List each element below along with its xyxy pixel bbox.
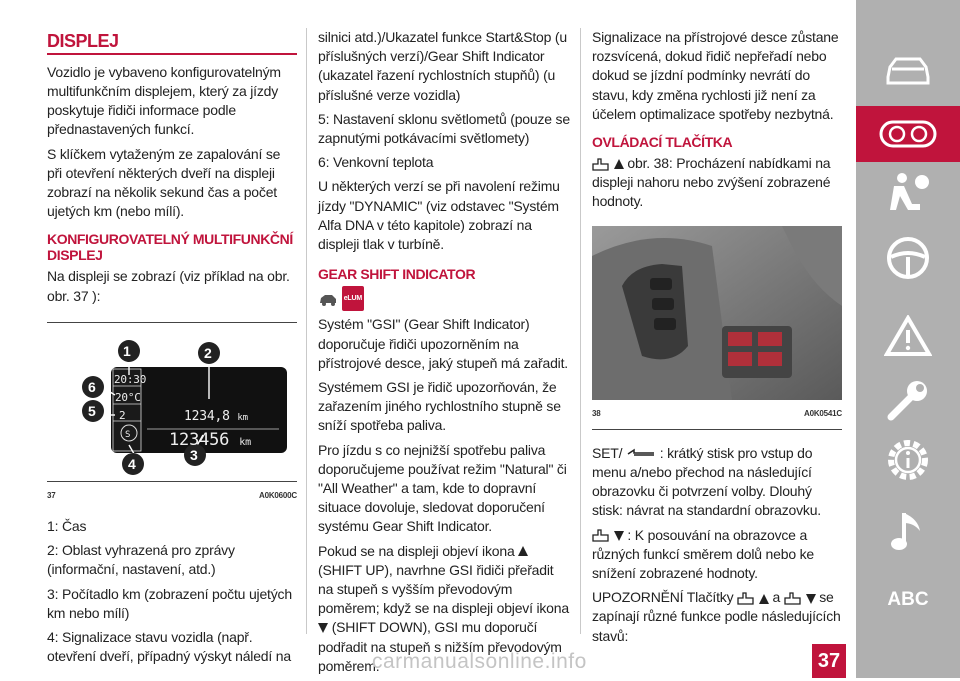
column-divider [306, 28, 307, 634]
paragraph [592, 526, 842, 584]
hand-press-icon [592, 158, 610, 171]
sidebar-item-dashboard[interactable] [856, 106, 960, 162]
section-heading-displej: DISPLEJ [47, 31, 119, 51]
subheading-configurable-display: KONFIGUROVATELNÝ MULTIFUNKČNÍ DISPLEJ [47, 231, 293, 264]
figure-code: A0K0541C [804, 408, 842, 418]
sidebar-item-maintenance[interactable] [856, 372, 960, 428]
music-note-icon [888, 509, 928, 555]
figure-caption [47, 482, 297, 511]
arrow-down-icon [614, 531, 624, 541]
paragraph: U některých verzí se při navolení režimu jízdy "DYNAMIC" (viz odstavec "Systém Alfa DNA v této kapitole) zobrazí na displeji tlak v turbíně. [318, 178, 560, 253]
shift-down-icon [318, 623, 328, 633]
lcd-outside-temperature: 20°C [115, 390, 141, 404]
paragraph: silnici atd.)/Ukazatel funkce Start&Stop (u příslušných verzí)/Gear Shift Indicator (ukazatel řazení rychlostních stupňů) (u příslušné verze vozidla) [318, 29, 567, 103]
column-1 [47, 28, 297, 671]
watermark: carmanualsonline.info [372, 650, 587, 673]
text-span: a [772, 589, 781, 606]
list-item: 1: Čas [47, 517, 87, 534]
text-span: SET/ [592, 444, 623, 461]
heading-rule [47, 53, 297, 55]
text-span: (SHIFT DOWN), GSI mu doporučí podřadit na stupeň s nižším převodovým poměrem. [318, 619, 562, 674]
paragraph [592, 154, 842, 212]
figure-caption [592, 400, 842, 430]
callout-4: 4 [128, 455, 136, 472]
return-arrow-icon [626, 448, 656, 460]
version-car-icon [318, 292, 338, 306]
lcd-trip-value: 1234,8 [184, 408, 230, 424]
lcd-badge: S [125, 429, 131, 440]
lcd-odometer-unit: km [239, 436, 251, 448]
paragraph: Na displeji se zobrazí (viz příklad na obr. obr. 37 ): [47, 268, 290, 304]
sidebar-item-car[interactable] [856, 42, 960, 98]
sidebar-item-driving[interactable] [856, 230, 960, 286]
wrench-icon [885, 377, 931, 423]
callout-5: 5 [88, 402, 96, 419]
column-2 [318, 28, 570, 681]
paragraph: Signalizace na přístrojové desce zůstane rozsvícená, dokud řidič nepřeřadí nebo dokud se jízdní podmínky nevrátí do stavu, kdy změna rychlosti již není za účelem optimalizace spotřeby nezbytná. [592, 29, 839, 122]
dashboard-icon [879, 120, 937, 148]
subheading-control-buttons: OVLÁDACÍ TLAČÍTKA [592, 134, 733, 151]
arrow-down-icon [806, 594, 816, 604]
version-icons [318, 286, 570, 311]
callout-3: 3 [190, 446, 198, 463]
lcd-odometer [169, 431, 251, 452]
list-item: 2: Oblast vyhrazená pro zprávy (informační, nastavení, atd.) [47, 542, 235, 578]
arrow-up-icon [759, 594, 769, 604]
sidebar-item-technical-data[interactable] [856, 432, 960, 488]
text-span: se zapínají různé funkce podle následujících stavů: [592, 589, 841, 644]
lcd-gear: 2 [119, 408, 126, 422]
paragraph: Systémem GSI je řidič upozorňován, že zařazením jiného rychlostního stupně se sníží spotřeba paliva. [318, 379, 561, 434]
sidebar-item-index[interactable] [856, 572, 960, 628]
chapter-sidebar [856, 0, 960, 678]
hand-press-icon [592, 529, 610, 542]
text-span: (SHIFT UP), navrhne GSI řidiči přeřadit na stupeň s vyšším převodovým poměrem; když se na displeji objeví ikona [318, 561, 569, 617]
text-span: Pokud se na displeji objeví ikona [318, 542, 515, 559]
sidebar-item-multimedia[interactable] [856, 504, 960, 560]
controls-photo [592, 226, 842, 400]
arrow-up-icon [614, 159, 624, 169]
figure-37 [47, 322, 297, 482]
elum-badge: eLUM [342, 286, 364, 311]
display-illustration [47, 323, 297, 481]
paragraph: 5: Nastavení sklonu světlometů (pouze se zapnutými potkávacími světlomety) [318, 110, 570, 147]
paragraph: Pro jízdu s co nejnižší spotřebu paliva doporučujeme používat režim "Natural" či "All Weather" a tam, kde to dopravní situace dovoluje, sledovat doporučení systému Gear Shift Indicator. [318, 441, 567, 535]
figure-number: 37 [47, 490, 56, 500]
sidebar-item-safety[interactable] [856, 166, 960, 222]
callout-1: 1 [123, 342, 131, 359]
text-span: obr. 38: Procházení nabídkami na displeji nahoru nebo zvýšení zobrazené hodnoty. [592, 155, 831, 210]
column-divider [580, 28, 581, 634]
callout-6: 6 [88, 378, 96, 395]
shift-up-icon [518, 546, 528, 556]
lcd-odometer-value: 123456 [169, 429, 230, 450]
index-label: ABC [887, 589, 929, 610]
paragraph: Vozidlo je vybaveno konfigurovatelným multifunkčním displejem, který za jízdy poskytuje řidiči informace podle přednastavených funkcí. [47, 63, 281, 138]
sidebar-item-warnings[interactable] [856, 308, 960, 364]
paragraph [592, 444, 842, 521]
text-span: UPOZORNĚNÍ Tlačítky [592, 589, 734, 606]
text-span: : K posouvání na obrazovce a různých funkcí směrem dolů nebo ke snížení zobrazené hodnoty. [592, 526, 814, 582]
hand-press-icon [784, 592, 802, 605]
column-3 [592, 28, 842, 651]
paragraph [592, 588, 842, 646]
paragraph: 6: Venkovní teplota [318, 154, 434, 171]
lcd-time: 20:30 [114, 372, 147, 386]
hand-press-icon [737, 592, 755, 605]
lcd-trip [184, 407, 248, 428]
figure-code: A0K0600C [259, 490, 297, 500]
paragraph: Systém "GSI" (Gear Shift Indicator) doporučuje řidiči upozorněním na přístrojové desce, jaký stupeň má zařadit. [318, 316, 568, 371]
figure-number: 38 [592, 408, 601, 418]
lcd-trip-unit: km [237, 412, 248, 423]
figure-38 [592, 226, 842, 400]
warning-triangle-icon [884, 315, 932, 357]
text-span: : krátký stisk pro vstup do menu a/nebo přechod na následující obrazovku či potvrzení volby. Dlouhý stisk: návrat na standardní obrazovku. [592, 444, 821, 519]
subheading-gear-shift-indicator: GEAR SHIFT INDICATOR [318, 266, 476, 283]
list-item: 3: Počítadlo km (zobrazení počtu ujetých km nebo mílí) [47, 585, 292, 621]
callout-2: 2 [204, 344, 212, 361]
paragraph: S klíčkem vytaženým ze zapalování se při otevření některých dveří na displeji zobrazí na několik sekund čas a počet ujetých km (nebo mílí). [47, 145, 281, 220]
list-item: 4: Signalizace stavu vozidla (např. otevření dveří, případný výskyt náledí na [47, 628, 291, 665]
car-icon [884, 53, 932, 87]
page-number: 37 [812, 644, 846, 678]
gear-info-icon [884, 436, 932, 484]
steering-wheel-icon [885, 235, 931, 281]
airbag-person-icon [884, 170, 932, 218]
